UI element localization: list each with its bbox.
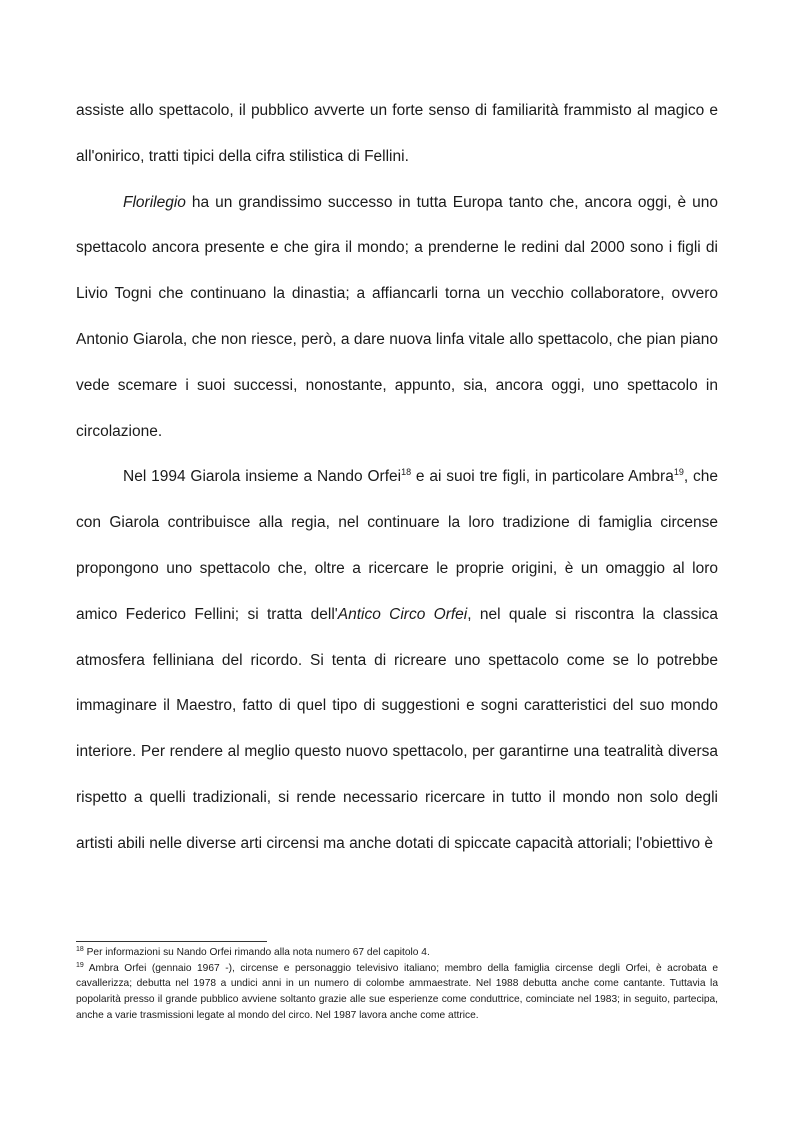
paragraph-3-part-2: e ai suoi tre figli, in particolare Ambra [411,468,674,486]
footnote-18-number: 18 [76,946,84,953]
paragraph-1-text: assiste allo spettacolo, il pubblico avverte un forte senso di familiarità frammisto al magico e all'onirico, tratti tipici della cifra stilistica di Fellini. [76,102,718,165]
florilegio-title: Florilegio [123,193,186,211]
paragraph-1 [76,88,718,180]
footnote-19 [76,961,718,1024]
footnotes [76,945,718,1024]
footnote-ref-19[interactable]: 19 [673,467,684,478]
footnote-ref-18[interactable]: 18 [401,467,412,478]
footnote-19-text: Ambra Orfei (gennaio 1967 -), circense e personaggio televisivo italiano; membro della famiglia circense degli Orfei, è acrobata e cavallerizza; debutta nel 1978 a undici anni in un numero di colombe ammaestrate. Nel 1988 debutta anche come cantante. Tuttavia la popolarità presso il grande pubblico avviene soltanto grazie alle sue esperienze come conduttrice, cominciate nel 1983; in seguito, partecipa, anche a varie trasmissioni legate al mondo del circo. Nel 1987 lavora anche come attrice. [76,962,718,1021]
footnote-separator [76,941,267,942]
antico-circo-orfei-title: Antico Circo Orfei [337,605,468,623]
footnote-18 [76,945,718,961]
paragraph-3-part-1: Nel 1994 Giarola insieme a Nando Orfei [123,468,402,486]
paragraph-2-text: ha un grandissimo successo in tutta Europa tanto che, ancora oggi, è uno spettacolo ancora presente e che gira il mondo; a prenderne le redini dal 2000 sono i figli di Livio Togni che continuano la dinastia; a affiancarli torna un vecchio collaboratore, ovvero Antonio Giarola, che non riesce, però, a dare nuova linfa vitale allo spettacolo, che pian piano vede scemare i suoi successi, nonostante, appunto, sia, ancora oggi, uno spettacolo in circolazione. [76,193,718,440]
footnote-19-number: 19 [76,961,84,969]
paragraph-3 [76,454,718,866]
body-text [76,88,718,867]
paragraph-2 [76,180,718,455]
footnote-18-text: Per informazioni su Nando Orfei rimando alla nota numero 67 del capitolo 4. [83,947,430,958]
paragraph-3-part-4: , nel quale si riscontra la classica atmosfera felliniana del ricordo. Si tenta di ricreare uno spettacolo come se lo potrebbe immaginare il Maestro, fatto di quel tipo di suggestioni e sogni caratteristici del suo mondo interiore. Per rendere al meglio questo nuovo spettacolo, per garantirne una teatralità diversa rispetto a quelli tradizionali, si rende necessario ricercare in tutto il mondo non solo degli artisti abili nelle diverse arti circensi ma anche dotati di spiccate capacità attoriali; l'obiettivo è [76,605,719,852]
paragraph-3-part-3: , che con Giarola contribuisce alla regia, nel continuare la loro tradizione di famiglia circense propongono uno spettacolo che, oltre a ricercare le proprie origini, è un omaggio al loro amico Federico Fellini; si tratta dell' [76,468,719,623]
